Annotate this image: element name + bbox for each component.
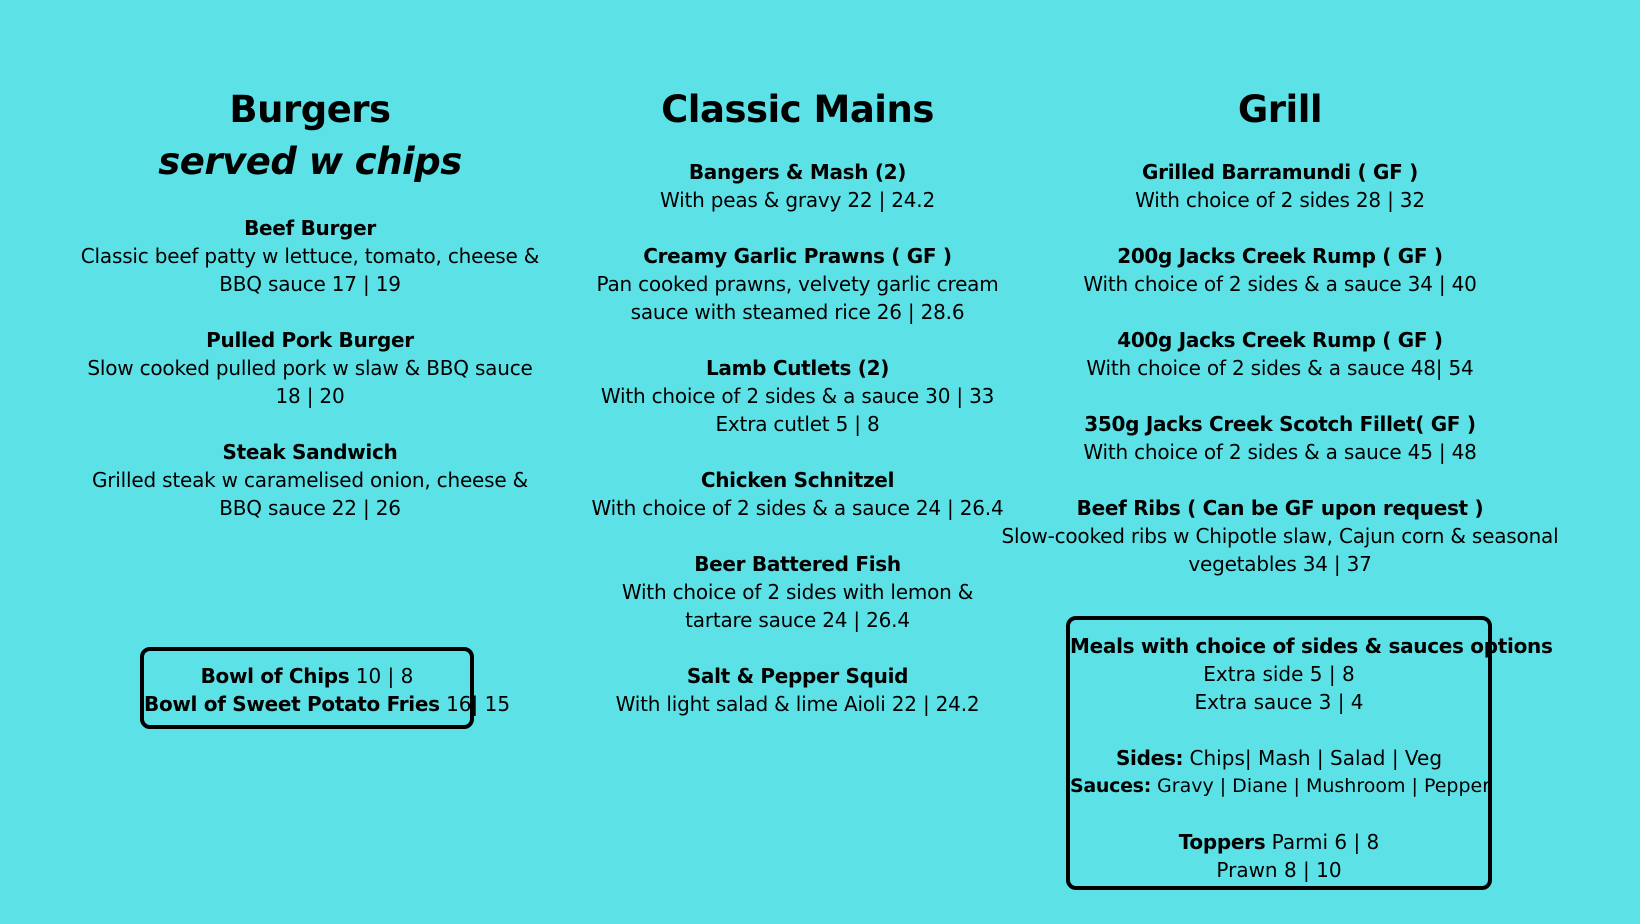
options-toppers-value: Parmi 6 | 8 [1265, 830, 1380, 854]
options-prawn: Prawn 8 | 10 [1216, 858, 1342, 882]
item-name: Lamb Cutlets (2) [705, 356, 890, 380]
menu-item-salt-pepper-squid [565, 662, 1030, 718]
classic-mains-title: Classic Mains [661, 88, 934, 131]
item-name: 200g Jacks Creek Rump ( GF ) [1117, 244, 1443, 268]
options-sauces [1070, 772, 1491, 800]
item-desc: BBQ sauce 22 | 26 [219, 496, 401, 520]
options-heading: Meals with choice of sides & sauces options [1070, 634, 1553, 658]
options-toppers [1070, 828, 1488, 856]
grill-title: Grill [1237, 88, 1323, 131]
options-sauces-label: Sauces: [1070, 775, 1151, 797]
options-sides [1070, 744, 1488, 772]
item-desc: Slow cooked pulled pork w slaw & BBQ sauce [87, 356, 533, 380]
options-sides-label: Sides: [1115, 746, 1184, 770]
options-toppers-label: Toppers [1178, 830, 1266, 854]
menu-item-200g-rump [1000, 242, 1560, 298]
item-desc: BBQ sauce 17 | 19 [219, 272, 401, 296]
menu-item-steak-sandwich [80, 438, 540, 522]
item-desc: With choice of 2 sides & a sauce 24 | 26.4 [591, 496, 1004, 520]
item-name: 400g Jacks Creek Rump ( GF ) [1117, 328, 1443, 352]
item-desc: Classic beef patty w lettuce, tomato, cheese & [80, 244, 540, 268]
item-desc: With light salad & lime Aioli 22 | 24.2 [615, 692, 980, 716]
menu-item-pulled-pork-burger [80, 326, 540, 410]
item-desc: sauce with steamed rice 26 | 28.6 [630, 300, 965, 324]
options-extra-sauce: Extra sauce 3 | 4 [1194, 690, 1364, 714]
item-desc: Slow-cooked ribs w Chipotle slaw, Cajun corn & seasonal [1001, 524, 1559, 548]
item-name: Chicken Schnitzel [700, 468, 895, 492]
item-desc: Grilled steak w caramelised onion, cheese & [91, 468, 529, 492]
item-name: Steak Sandwich [222, 440, 398, 464]
options-box [1066, 616, 1553, 890]
sides-box-label: Bowl of Chips [200, 664, 350, 688]
item-desc: With choice of 2 sides & a sauce 34 | 40 [1083, 272, 1477, 296]
menu-item-grilled-barramundi [1000, 158, 1560, 214]
menu-item-scotch-fillet [1000, 410, 1560, 466]
item-desc: Pan cooked prawns, velvety garlic cream [596, 272, 999, 296]
menu-item-creamy-garlic-prawns [565, 242, 1030, 326]
burgers-subtitle: served w chips [158, 140, 462, 183]
item-desc: vegetables 34 | 37 [1188, 552, 1372, 576]
options-sides-value: Chips| Mash | Salad | Veg [1183, 746, 1443, 770]
sides-box [140, 647, 511, 729]
item-desc: With choice of 2 sides with lemon & [621, 580, 974, 604]
spacer [1070, 800, 1488, 828]
item-name: Creamy Garlic Prawns ( GF ) [643, 244, 952, 268]
item-name: Grilled Barramundi ( GF ) [1142, 160, 1418, 184]
item-desc: tartare sauce 24 | 26.4 [685, 608, 910, 632]
sides-box-label: Bowl of Sweet Potato Fries [144, 692, 440, 716]
menu-item-400g-rump [1000, 326, 1560, 382]
item-desc: With peas & gravy 22 | 24.2 [660, 188, 935, 212]
item-name: Beef Ribs ( Can be GF upon request ) [1076, 496, 1484, 520]
burgers-title: Burgers [229, 88, 391, 131]
menu-item-beef-ribs [1000, 494, 1560, 578]
options-sauces-value: Gravy | Diane | Mushroom | Pepper [1151, 775, 1491, 797]
item-desc: With choice of 2 sides & a sauce 48| 54 [1086, 356, 1474, 380]
sides-box-chips [144, 662, 470, 690]
sides-box-value: 16| 15 [439, 692, 511, 716]
item-name: Salt & Pepper Squid [686, 664, 909, 688]
spacer [1070, 716, 1488, 744]
item-desc: With choice of 2 sides 28 | 32 [1135, 188, 1425, 212]
item-name: 350g Jacks Creek Scotch Fillet( GF ) [1084, 412, 1476, 436]
sides-box-value: 10 | 8 [349, 664, 414, 688]
sides-box-sweet-potato [144, 690, 511, 718]
menu-item-lamb-cutlets [565, 354, 1030, 438]
item-name: Pulled Pork Burger [206, 328, 414, 352]
item-name: Beer Battered Fish [694, 552, 901, 576]
item-desc: With choice of 2 sides & a sauce 45 | 48 [1083, 440, 1477, 464]
item-desc: Extra cutlet 5 | 8 [715, 412, 880, 436]
menu-item-chicken-schnitzel [565, 466, 1030, 522]
item-name: Beef Burger [244, 216, 376, 240]
options-extra-side: Extra side 5 | 8 [1203, 662, 1355, 686]
item-desc: With choice of 2 sides & a sauce 30 | 33 [600, 384, 995, 408]
menu-item-beef-burger [80, 214, 540, 298]
item-desc: 18 | 20 [275, 384, 345, 408]
menu-item-bangers-mash [565, 158, 1030, 214]
menu-item-beer-battered-fish [565, 550, 1030, 634]
item-name: Bangers & Mash (2) [688, 160, 907, 184]
